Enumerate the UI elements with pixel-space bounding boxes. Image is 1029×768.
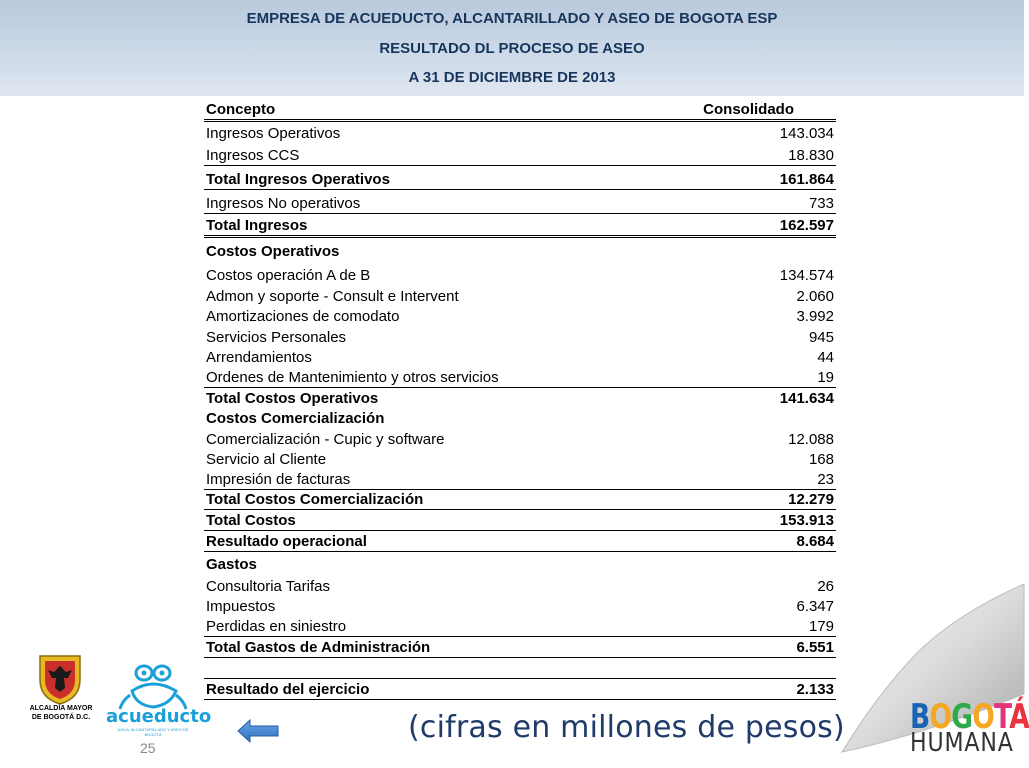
table-row (204, 616, 836, 637)
table-section-heading (204, 408, 836, 428)
table-spacer-row (204, 658, 836, 679)
row-value: 168 (808, 451, 834, 468)
row-label: Total Costos Operativos (206, 390, 379, 407)
report-date: A 31 DE DICIEMBRE DE 2013 (408, 69, 616, 86)
table-row-total (204, 637, 836, 658)
row-value: 2.060 (796, 288, 834, 305)
row-label: Gastos (206, 556, 257, 573)
table-row-total (204, 531, 836, 552)
table-section-heading (204, 238, 836, 261)
results-table (204, 98, 836, 700)
row-value: 18.830 (788, 147, 834, 164)
table-row-total (204, 510, 836, 531)
row-label: Ordenes de Mantenimiento y otros servicios (206, 369, 499, 386)
row-value: 26 (817, 578, 834, 595)
table-row (204, 574, 836, 596)
row-value: 733 (808, 195, 834, 212)
row-label: Total Costos (206, 512, 296, 529)
table-row-total (204, 490, 836, 510)
table-row (204, 326, 836, 347)
row-label: Total Costos Comercialización (206, 491, 424, 508)
table-row-grand-total (204, 679, 836, 700)
row-value: 8.684 (796, 533, 834, 550)
column-header-concepto: Concepto (206, 101, 276, 118)
report-title: RESULTADO DL PROCESO DE ASEO (379, 40, 645, 57)
row-value: 134.574 (779, 267, 834, 284)
row-label: Impuestos (206, 598, 276, 615)
row-label: Ingresos CCS (206, 147, 300, 164)
table-row (204, 285, 836, 306)
table-row (204, 428, 836, 449)
table-header-row (204, 98, 836, 122)
row-label: Servicio al Cliente (206, 451, 327, 468)
row-value: 12.279 (788, 491, 834, 508)
row-value: 162.597 (779, 217, 834, 234)
row-label: Costos Operativos (206, 243, 340, 260)
row-value: 179 (808, 618, 834, 635)
row-value: 945 (808, 329, 834, 346)
table-row-total (204, 388, 836, 408)
row-value: 141.634 (779, 390, 834, 407)
row-label: Impresión de facturas (206, 471, 351, 488)
units-caption: (cifras en millones de pesos) (408, 710, 845, 745)
bogota-humana-logo (910, 697, 1029, 758)
row-label: Perdidas en siniestro (206, 618, 347, 635)
row-label: Servicios Personales (206, 329, 347, 346)
row-value: 3.992 (796, 308, 834, 325)
column-header-consolidado: Consolidado (703, 101, 794, 118)
row-label: Costos Comercialización (206, 410, 385, 427)
bogota-letter: O (972, 697, 994, 737)
row-label: Resultado operacional (206, 533, 367, 550)
table-section-heading (204, 552, 836, 574)
bogota-letter: T (993, 697, 1010, 737)
row-label: Admon y soporte - Consult e Intervent (206, 288, 459, 305)
bogota-letter: B (910, 697, 930, 737)
row-label: Comercialización - Cupic y software (206, 431, 445, 448)
acueducto-logo-text: acueducto (106, 706, 212, 727)
row-label: Resultado del ejercicio (206, 681, 370, 698)
table-row (204, 367, 836, 388)
coat-of-arms-icon (28, 654, 92, 706)
table-row (204, 122, 836, 143)
table-row (204, 449, 836, 469)
alcaldia-line1: ALCALDÍA MAYOR (29, 705, 93, 712)
page-number: 25 (140, 740, 156, 756)
table-row (204, 190, 836, 214)
back-arrow-icon[interactable] (236, 718, 280, 744)
row-value: 2.133 (796, 681, 834, 698)
row-label: Arrendamientos (206, 349, 312, 366)
row-value: 23 (817, 471, 834, 488)
row-value: 161.864 (779, 171, 834, 188)
bogota-letter: O (929, 697, 952, 737)
bogota-letter: Á (1009, 697, 1029, 737)
humana-wordmark: HUMANA (910, 728, 1014, 758)
table-row (204, 596, 836, 616)
row-value: 12.088 (788, 431, 834, 448)
row-label: Ingresos No operativos (206, 195, 361, 212)
table-row (204, 306, 836, 326)
table-row-total (204, 166, 836, 190)
table-row (204, 143, 836, 166)
alcaldia-logo-text (16, 704, 106, 722)
row-label: Consultoria Tarifas (206, 578, 330, 595)
row-label: Total Gastos de Administración (206, 639, 431, 656)
bogota-letter: G (951, 697, 973, 737)
table-row (204, 347, 836, 367)
title-banner (0, 0, 1024, 96)
row-label: Amortizaciones de comodato (206, 308, 400, 325)
row-value: 143.034 (779, 125, 834, 142)
row-value: 153.913 (779, 512, 834, 529)
table-row-total (204, 214, 836, 238)
row-value: 19 (817, 369, 834, 386)
row-label: Ingresos Operativos (206, 125, 341, 142)
row-value: 6.551 (796, 639, 834, 656)
company-title: EMPRESA DE ACUEDUCTO, ALCANTARILLADO Y ASEO DE BOGOTA ESP (246, 10, 778, 27)
row-value: 44 (817, 349, 834, 366)
row-label: Total Ingresos (206, 217, 308, 234)
row-value: 6.347 (796, 598, 834, 615)
table-row (204, 261, 836, 285)
acueducto-logo-subtitle: AGUA, ALCANTARILLADO Y ASEO DE BOGOTÁ (117, 727, 189, 737)
alcaldia-line2: DE BOGOTÁ D.C. (31, 714, 91, 721)
table-row (204, 469, 836, 490)
row-label: Costos operación A de B (206, 267, 371, 284)
row-label: Total Ingresos Operativos (206, 171, 390, 188)
